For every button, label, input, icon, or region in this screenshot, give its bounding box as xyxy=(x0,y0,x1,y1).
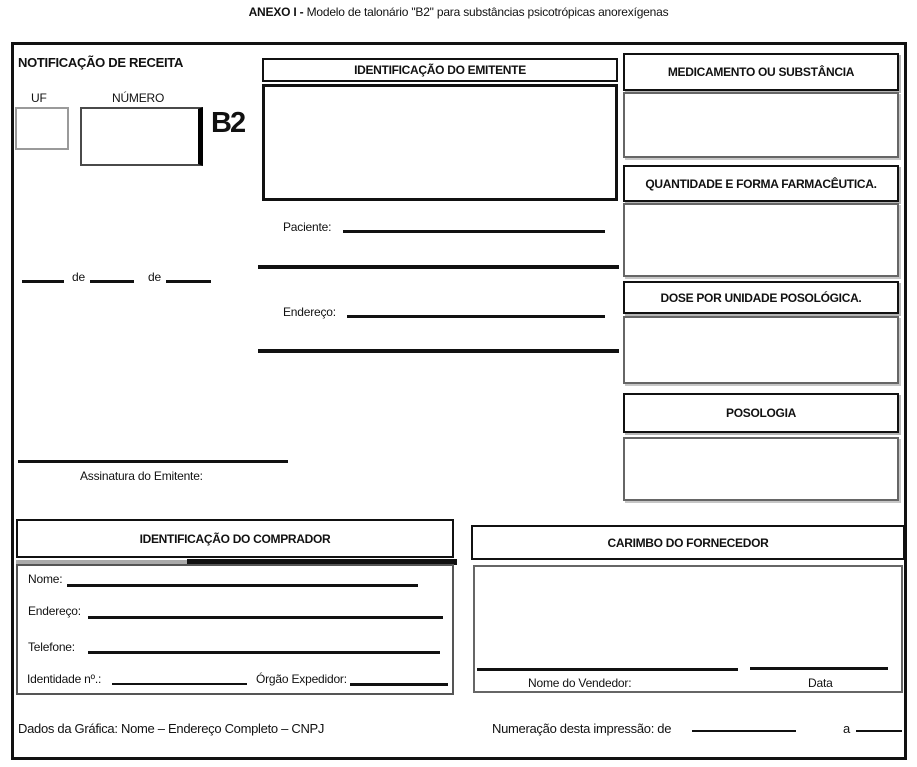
page-title xyxy=(0,5,917,19)
identidade-blank-line xyxy=(112,683,247,685)
page-title-prefix: ANEXO I - xyxy=(248,5,304,19)
nome-blank-line xyxy=(67,584,418,587)
emitente-header-label: IDENTIFICAÇÃO DO EMITENTE xyxy=(354,63,526,77)
quantidade-header xyxy=(623,165,899,202)
posologia-box xyxy=(623,437,899,501)
medicamento-header-label: MEDICAMENTO OU SUBSTÂNCIA xyxy=(667,65,855,79)
separator-line-2 xyxy=(258,349,619,353)
grafica-label: Dados da Gráfica: Nome – Endereço Completo – CNPJ xyxy=(18,721,325,736)
page-title-rest: Modelo de talonário "B2" para substâncias psicotrópicas anorexígenas xyxy=(303,5,669,19)
fornecedor-box xyxy=(473,565,903,693)
vendedor-label: Nome do Vendedor: xyxy=(528,676,632,690)
notificacao-heading: NOTIFICAÇÃO DE RECEITA xyxy=(18,55,184,70)
dose-header xyxy=(623,281,899,314)
fornecedor-header-label: CARIMBO DO FORNECEDOR xyxy=(607,535,769,550)
posologia-header xyxy=(623,393,899,433)
quantidade-box xyxy=(623,203,899,277)
comprador-endereco-blank-line xyxy=(88,616,443,619)
date-word-de-2: de xyxy=(148,270,161,284)
quantidade-header-label: QUANTIDADE E FORMA FARMACÊUTICA. xyxy=(645,176,877,191)
signature-label: Assinatura do Emitente: xyxy=(80,469,203,483)
orgao-expedidor-label: Órgão Expedidor: xyxy=(256,672,347,686)
numero-box xyxy=(80,107,203,166)
endereco-blank-line xyxy=(347,315,605,318)
numero-label: NÚMERO xyxy=(112,91,165,105)
nome-label: Nome: xyxy=(28,572,63,586)
b2-type-label: B2 xyxy=(211,107,245,139)
date-blank-line-year xyxy=(166,280,211,283)
identidade-label: Identidade nº.: xyxy=(27,672,102,686)
paciente-blank-line xyxy=(343,230,605,233)
telefone-blank-line xyxy=(88,651,440,654)
orgao-expedidor-blank-line xyxy=(350,683,448,686)
paciente-label: Paciente: xyxy=(283,220,332,234)
numeracao-blank-line-to xyxy=(856,730,902,732)
medicamento-box xyxy=(623,92,899,158)
emitente-box xyxy=(262,84,618,201)
uf-box xyxy=(15,107,69,150)
emitente-endereco-label: Endereço: xyxy=(283,305,336,319)
medicamento-header xyxy=(623,53,899,91)
numeracao-blank-line-from xyxy=(692,730,796,732)
comprador-header-label: IDENTIFICAÇÃO DO COMPRADOR xyxy=(139,531,331,546)
vendedor-blank-line xyxy=(477,668,738,671)
date-word-de-1: de xyxy=(72,270,85,284)
data-label: Data xyxy=(808,676,833,690)
telefone-label: Telefone: xyxy=(28,640,75,654)
emitente-header xyxy=(262,58,618,82)
date-blank-line-day xyxy=(22,280,64,283)
posologia-header-label: POSOLOGIA xyxy=(726,406,796,420)
separator-line-1 xyxy=(258,265,619,269)
uf-label: UF xyxy=(31,91,47,105)
comprador-endereco-label: Endereço: xyxy=(28,604,81,618)
date-blank-line-month xyxy=(90,280,134,283)
comprador-header xyxy=(16,519,454,558)
dose-box xyxy=(623,316,899,384)
range-to-label: a xyxy=(843,721,850,736)
signature-line xyxy=(18,460,288,463)
dose-header-label: DOSE POR UNIDADE POSOLÓGICA. xyxy=(660,290,862,305)
fornecedor-header xyxy=(471,525,905,560)
data-blank-line xyxy=(750,667,888,670)
numeracao-label: Numeração desta impressão: de xyxy=(492,721,672,736)
